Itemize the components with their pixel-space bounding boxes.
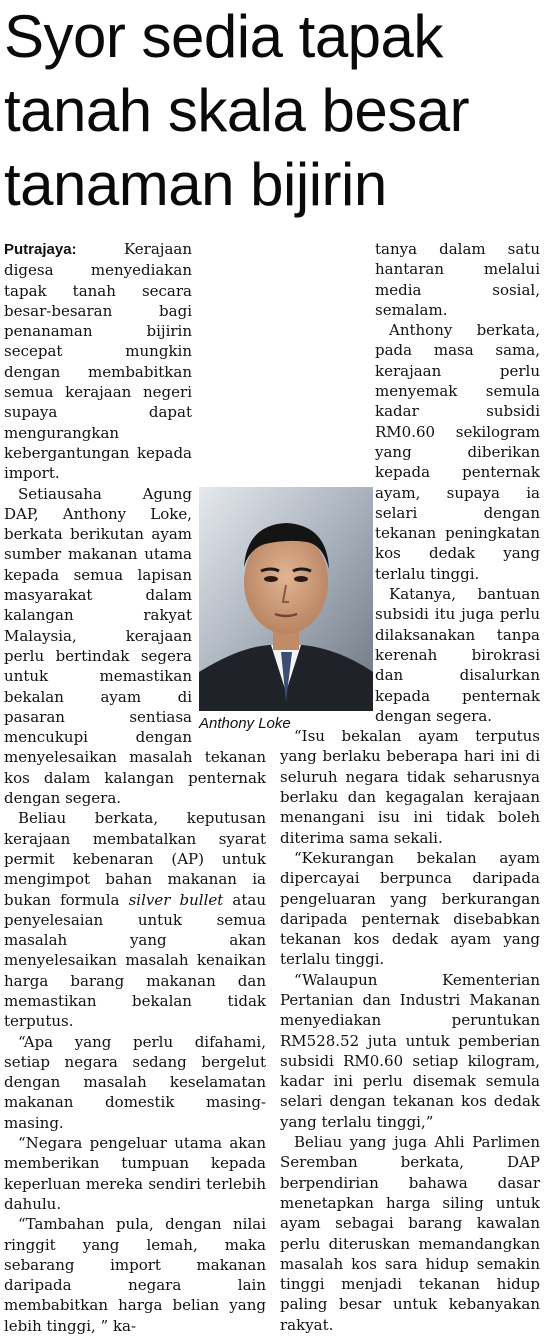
lead-paragraph: [4, 239, 266, 484]
portrait-photo: [199, 487, 373, 711]
portrait-illustration: [199, 487, 373, 711]
headline-line-3: tanaman bijirin: [4, 151, 387, 218]
right-paragraph-7: Beliau yang juga Ahli Parlimen Seremban berkata, DAP berpendirian bahawa dasar menetapkan harga siling untuk ayam sebagai barang kawalan perlu diteruskan memandangkan masalah kos sara hidup semakin tinggi menjadi tekanan hidup paling besar untuk kebanyakan rakyat.: [280, 1133, 540, 1334]
left-column: [4, 239, 266, 1336]
right-paragraph-2: Anthony berkata, pada masa sama, kerajaan perlu menyemak semula kadar subsidi RM0.60 sekilogram yang diberikan kepada penternak ayam, supaya ia selari dengan tekanan peningkatan kos dedak yang terlalu tinggi.: [375, 321, 540, 583]
left-paragraph-5: “Negara pengeluar utama akan memberikan tumpuan kepada keperluan mereka sendiri terlebih dahulu.: [4, 1134, 266, 1213]
right-column: [280, 239, 540, 1335]
headline-line-2: tanah skala besar: [4, 77, 470, 144]
left-paragraph-1: Kerajaan digesa menyediakan tapak tanah secara besar-besaran bagi penanaman bijirin secepat mungkin dengan membabitkan semua kerajaan negeri supaya dapat mengurangkan kebergantungan kepada import.: [4, 240, 192, 483]
left-paragraph-3-cont: atau penyelesaian untuk semua masalah yang akan menyelesaikan masalah kenaikan harga barang makanan dan memastikan bekalan tidak terputus.: [4, 890, 266, 1031]
headline-line-1: Syor sedia tapak: [4, 3, 443, 70]
article-headline: [4, 0, 544, 222]
left-paragraph-4: “Apa yang perlu difahami, setiap negara sedang bergelut dengan masalah keselamatan makanan domestik masing-masing.: [4, 1032, 266, 1132]
right-paragraph-1: tanya dalam satu hantaran melalui media sosial, semalam.: [375, 240, 540, 319]
right-paragraph-6: “Walaupun Kementerian Pertanian dan Industri Makanan menyediakan peruntukan RM528.52 juta untuk pemberian subsidi RM0.60 setiap kilogram, kadar ini perlu disemak semula selari dengan tekanan kos dedak yang terlalu tinggi,”: [280, 970, 540, 1131]
left-paragraph-2: Setiausaha Agung DAP, Anthony Loke, berkata berikutan ayam sumber makanan utama kepada semua lapisan masyarakat dalam kalangan rakyat Malaysia, kerajaan perlu bertindak segera untuk memastikan bekalan ayam di pasaran sentiasa mencukupi dengan menyelesaikan masalah tekanan kos dalam kalangan penternak dengan segera.: [4, 484, 266, 808]
photo-caption: Anthony Loke: [199, 715, 291, 732]
left-paragraph-3: [4, 808, 266, 1031]
silver-bullet-term: silver bullet: [128, 890, 224, 909]
left-paragraph-6: “Tambahan pula, dengan nilai ringgit yang lemah, maka sebarang import makanan daripada negara lain membabitkan harga belian yang lebih tinggi, ” ka-: [4, 1215, 266, 1335]
dateline: Putrajaya:: [4, 241, 77, 258]
right-paragraph-3: Katanya, bantuan subsidi itu juga perlu dilaksanakan tanpa kerenah birokrasi dan disalurkan kepada penternak dengan segera.: [375, 585, 540, 725]
right-paragraph-4: “Isu bekalan ayam terputus yang berlaku beberapa hari ini di seluruh negara tidak seharusnya berlaku dan kegagalan kerajaan menangani isu ini tidak boleh diterima sama sekali.: [280, 727, 540, 847]
left-paragraph-3-text: Beliau berkata, keputusan kerajaan membatalkan syarat permit kebenaran (AP) untuk mengimpot bahan makanan ia bukan formula: [4, 809, 266, 909]
right-paragraph-5: “Kekurangan bekalan ayam dipercayai berpunca daripada pengeluaran yang berkurangan daripada penternak disebabkan tekanan kos dedak ayam yang terlalu tinggi.: [280, 848, 540, 969]
